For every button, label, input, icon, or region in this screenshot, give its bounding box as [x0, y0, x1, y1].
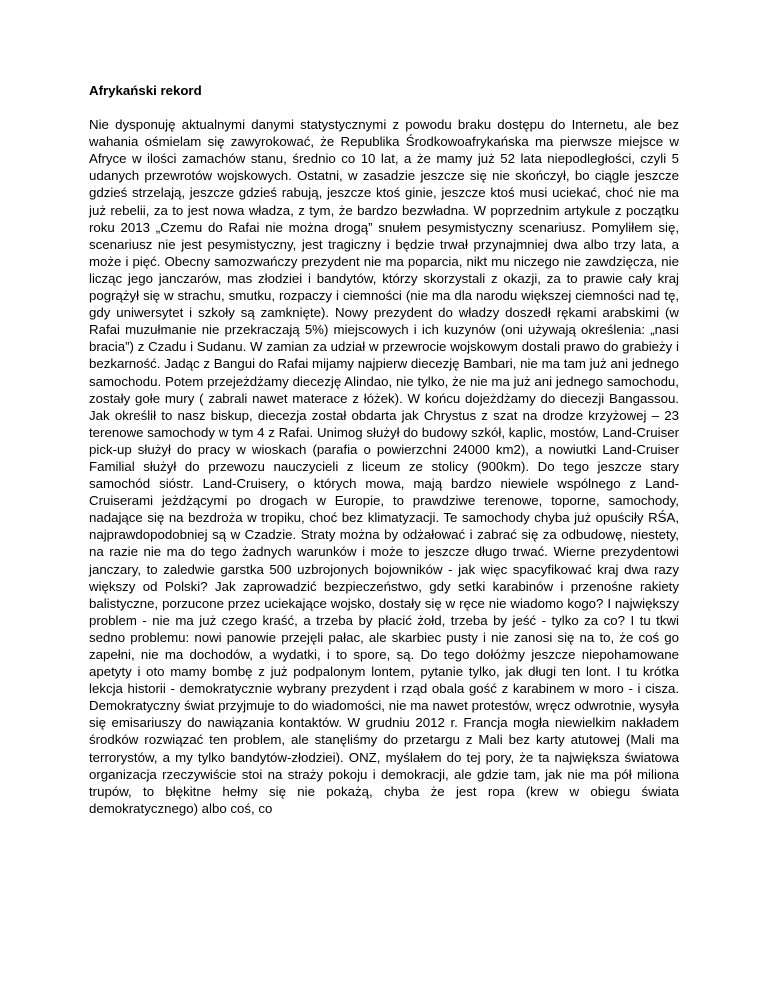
document-body-paragraph: Nie dysponuję aktualnymi danymi statystycznymi z powodu braku dostępu do Internetu, ale bez wahania ośmielam się zawyrokować, że Republika Środkowoafrykańska ma pierwsze miejsce w Afryce w ilości zamachów stanu, średnio co 10 lat, a że mamy już 52 lata niepodległości, czyli 5 udanych przewrotów wojskowych. Ostatni, w zasadzie jeszcze się nie skończył, bo ciągle jeszcze gdzieś strzelają, jeszcze gdzieś rabują, jeszcze ktoś ginie, jeszcze ktoś musi uciekać, choć nie ma już rebelii, za to jest nowa władza, z tym, że bardzo bezwładna. W poprzednim artykule z początku roku 2013 „Czemu do Rafai nie można drogą” snułem pesymistyczny scenariusz. Pomyliłem się, scenariusz nie jest pesymistyczny, jest tragiczny i będzie trwał przynajmniej dwa albo trzy lata, a może i pięć. Obecny samozwańczy prezydent nie ma poparcia, nikt mu niczego nie zawdzięcza, nie licząc jego janczarów, mas złodziei i bandytów, którzy skorzystali z okazji, za to prawie cały kraj pogrążył się w strachu, smutku, rozpaczy i ciemności (nie ma dla narodu większej ciemności nad tę, gdy uniwersytet i szkoły są zamknięte). Nowy prezydent do władzy doszedł rękami arabskimi (w Rafai muzułmanie nie przekraczają 5%) miejscowych i ich kuzynów (oni używają określenia: „nasi bracia”) z Czadu i Sudanu. W zamian za udział w przewrocie wojskowym dostali prawo do grabieży i bezkarność. Jadąc z Bangui do Rafai mijamy najpierw diecezję Bambari, nie ma tam już ani jednego samochodu. Potem przejeżdżamy diecezję Alindao, nie tylko, że nie ma już ani jednego samochodu, zostały gołe mury ( zabrali nawet materace z łóżek). W końcu dojeżdżamy do diecezji Bangassou. Jak określił to nasz biskup, diecezja został obdarta jak Chrystus z szat na drodze krzyżowej – 23 terenowe samochody w tym 4 z Rafai. Unimog służył do budowy szkół, kaplic, mostów, Land-Cruiser pick-up służył do pracy w wioskach (parafia o powierzchni 24000 km2), a nowiutki Land-Cruiser Familial służył do przewozu nauczycieli z liceum ze stolicy (900km). Do tego jeszcze stary samochód sióstr. Land-Cruisery, o których mowa, mają bardzo niewiele wspólnego z Land-Cruiserami jeżdżącymi po drogach w Europie, to prawdziwe terenowe, toporne, samochody, nadające się na bezdroża w tropiku, choć bez klimatyzacji. Te samochody chyba już opuściły RŚA, najprawdopodobniej są w Czadzie. Straty można by odżałować i zabrać się za odbudowę, niestety, na razie nie ma do tego żadnych warunków i może to jeszcze długo trwać. Wierne prezydentowi janczary, to zaledwie garstka 500 uzbrojonych bojowników - jak więc spacyfikować kraj dwa razy większy od Polski? Jak zaprowadzić bezpieczeństwo, gdy setki karabinów i przenośne rakiety balistyczne, porzucone przez uciekające wojsko, dostały się w ręce nie wiadomo kogo? I największy problem - nie ma już czego kraść, a trzeba by płacić żołd, trzeba by jeść - tylko za co? I tu tkwi sedno problemu: nowi panowie przejęli pałac, ale skarbiec pusty i nie zanosi się na to, że coś go zapełni, nie ma dochodów, a wydatki, i to spore, są. Do tego dołóżmy jeszcze niepohamowane apetyty i oto mamy bombę z już podpalonym lontem, pytanie tylko, jak długi ten lont. I tu krótka lekcja historii - demokratycznie wybrany prezydent i rząd obala gość z karabinem w moro - i cisza. Demokratyczny świat przyjmuje to do wiadomości, nie ma nawet protestów, wręcz odwrotnie, wysyła się emisariuszy do nawiązania kontaktów. W grudniu 2012 r. Francja mogła niewielkim nakładem środków rozwiązać ten problem, ale stanęliśmy do przetargu z Mali bez karty atutowej (Mali ma terrorystów, a my tylko bandytów-złodziei). ONZ, myślałem do tej pory, że ta największa światowa organizacja rzeczywiście stoi na straży pokoju i demokracji, ale gdzie tam, jak nie ma pół miliona trupów, to błękitne hełmy się nie pokażą, chyba że jest ropa (krew w obiegu świata demokratycznego) albo coś, co	[89, 117, 679, 816]
document-page	[89, 82, 679, 817]
document-title: Afrykański rekord	[89, 83, 202, 98]
